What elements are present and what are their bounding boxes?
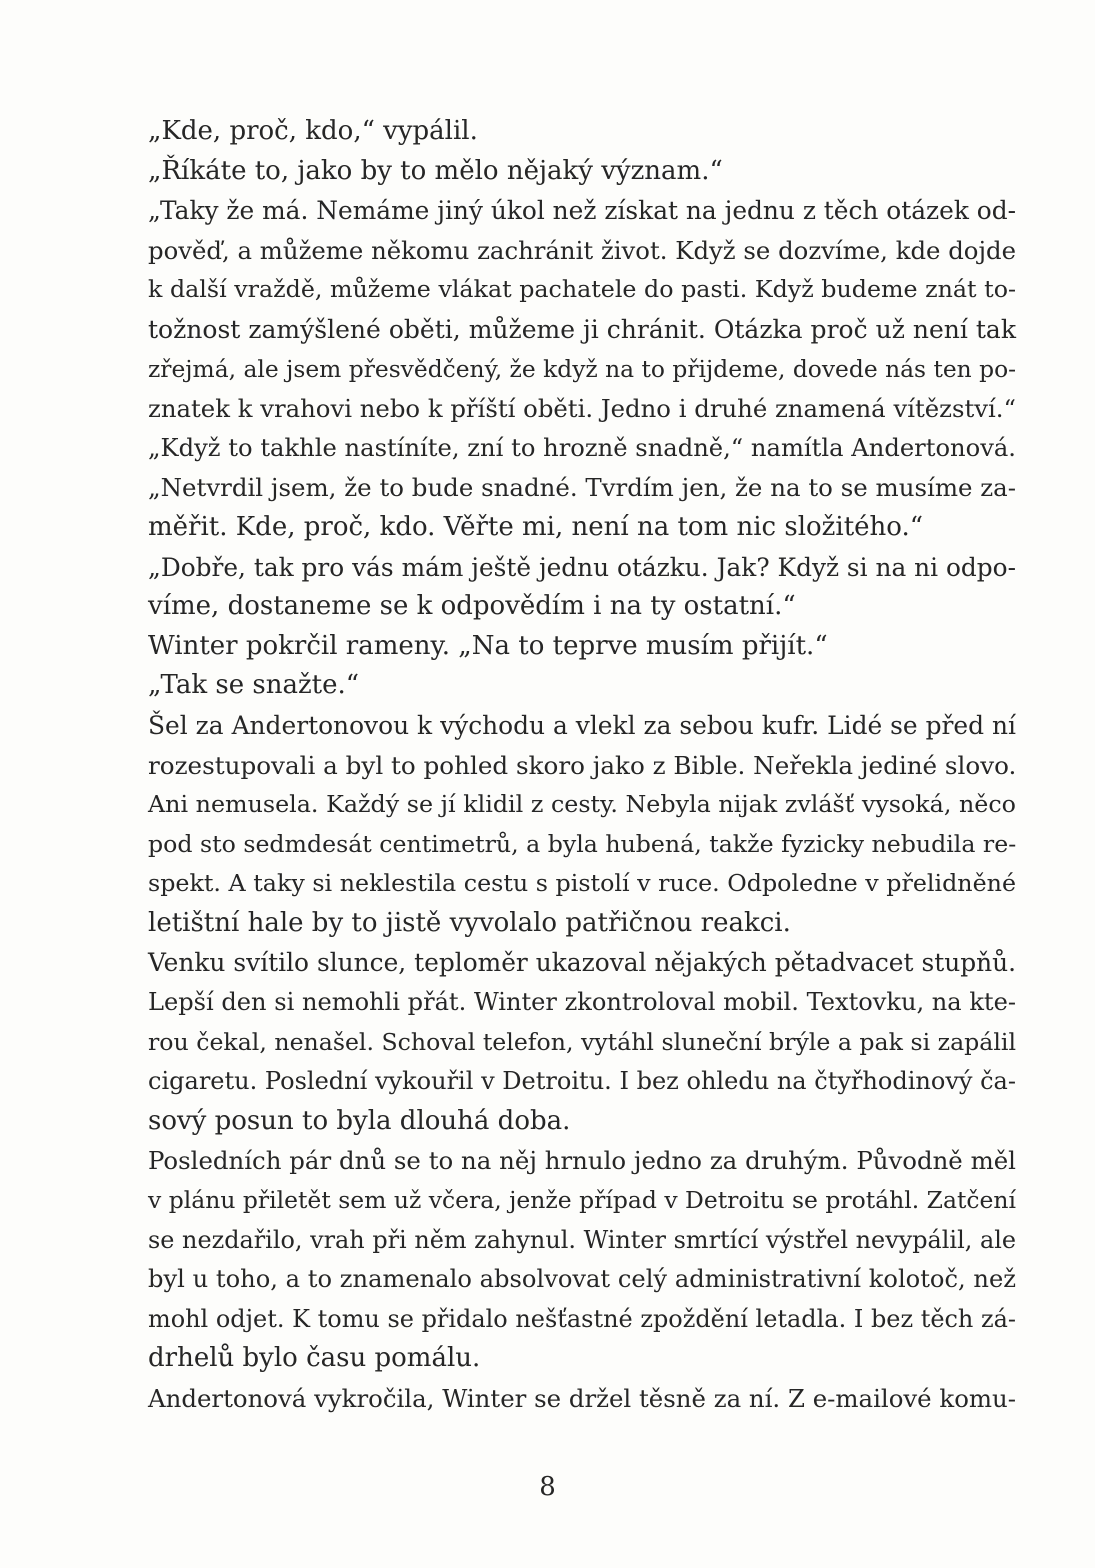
text-line: sový posun to byla dlouhá doba. <box>148 1105 571 1136</box>
text-line: rozestupovali a byl to pohled skoro jako z Bible. Neřekla jediné slovo. <box>148 750 1017 780</box>
text-line: zřejmá, ale jsem přesvědčený, že když na to přijdeme, dovede nás ten po- <box>148 354 1017 383</box>
text-line: měřit. Kde, proč, kdo. Věřte mi, není na tom nic složitého.“ <box>148 511 924 542</box>
text-line: mohl odjet. K tomu se přidalo nešťastné zpoždění letadla. I bez těch zá- <box>148 1304 1016 1333</box>
text-line: „Kde, proč, kdo,“ vypálil. <box>148 116 478 146</box>
text-line: letištní hale by to jistě vyvolalo patřičnou reakci. <box>148 907 791 938</box>
text-line: se nezdařilo, vrah při něm zahynul. Winter smrtící výstřel nevypálil, ale <box>148 1225 1016 1254</box>
text-line: „Když to takhle nastíníte, zní to hrozně snadně,“ namítla Andertonová. <box>148 433 1016 462</box>
text-line: Lepší den si nemohli přát. Winter zkontroloval mobil. Textovku, na kte- <box>148 988 1016 1017</box>
text-line: „Tak se snažte.“ <box>148 670 360 701</box>
body-text <box>148 112 1016 1419</box>
text-line: víme, dostaneme se k odpovědím i na ty ostatní.“ <box>148 591 796 622</box>
text-line: tožnost zamýšlené oběti, můžeme ji chránit. Otázka proč už není tak <box>148 314 1016 344</box>
page-number: 8 <box>539 1472 556 1502</box>
text-line: Posledních pár dnů se to na něj hrnulo jedno za druhým. Původně měl <box>148 1146 1016 1176</box>
text-line: Winter pokrčil rameny. „Na to teprve musím přijít.“ <box>148 630 828 661</box>
text-line: rou čekal, nenašel. Schoval telefon, vytáhl sluneční brýle a pak si zapálil <box>148 1027 1016 1056</box>
text-line: Andertonová vykročila, Winter se držel těsně za ní. Z e-mailové komu- <box>148 1384 1016 1413</box>
text-line: znatek k vrahovi nebo k příští oběti. Jedno i druhé znamená vítězství.“ <box>148 394 1016 424</box>
text-line: Ani nemusela. Každý se jí klidil z cesty. Nebyla nijak zvlášť vysoká, něco <box>148 790 1016 819</box>
text-line: drhelů bylo času pomálu. <box>148 1343 481 1374</box>
text-line: pověď, a můžeme někomu zachránit život. Když se dozvíme, kde dojde <box>148 235 1016 265</box>
text-line: „Netvrdil jsem, že to bude snadné. Tvrdím jen, že na to se musíme za- <box>148 473 1016 503</box>
text-line: byl u toho, a to znamenalo absolvovat celý administrativní kolotoč, než <box>148 1265 1016 1294</box>
text-line: spekt. A taky si neklestila cestu s pistolí v ruce. Odpoledne v přelidněné <box>148 869 1016 898</box>
text-line: cigaretu. Poslední vykouřil v Detroitu. I bez ohledu na čtyřhodinový ča- <box>148 1067 1016 1096</box>
text-line: „Říkáte to, jako by to mělo nějaký význam.“ <box>148 155 723 186</box>
text-line: k další vraždě, můžeme vlákat pachatele do pasti. Když budeme znát to- <box>148 275 1016 304</box>
text-line: Šel za Andertonovou k východu a vlekl za sebou kufr. Lidé se před ní <box>148 710 1016 740</box>
text-line: v plánu přiletět sem už včera, jenže případ v Detroitu se protáhl. Zatčení <box>148 1186 1016 1215</box>
text-line: pod sto sedmdesát centimetrů, a byla hubená, takže fyzicky nebudila re- <box>148 829 1017 858</box>
text-line: „Taky že má. Nemáme jiný úkol než získat na jednu z těch otázek od- <box>148 196 1017 226</box>
text-line: Venku svítilo slunce, teploměr ukazoval nějakých pětadvacet stupňů. <box>148 948 1016 978</box>
text-line: „Dobře, tak pro vás mám ještě jednu otázku. Jak? Když si na ni odpo- <box>148 552 1016 582</box>
